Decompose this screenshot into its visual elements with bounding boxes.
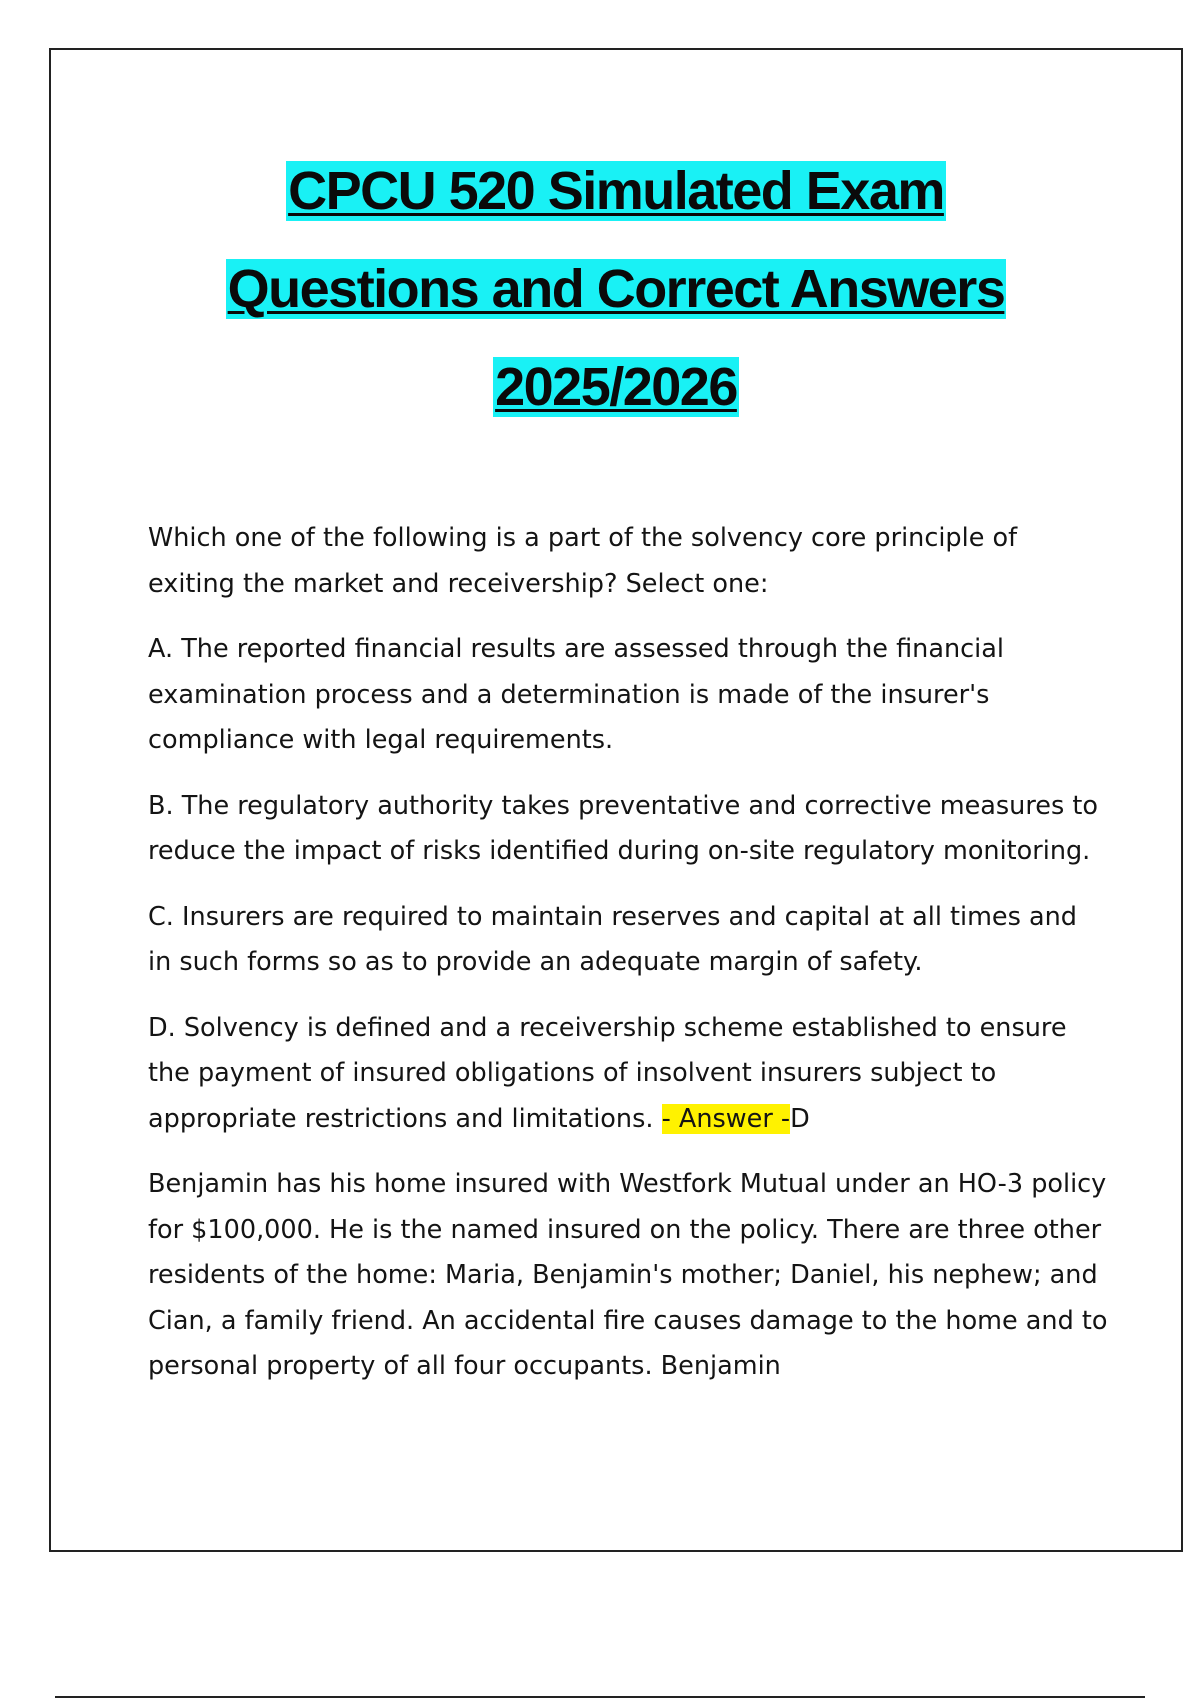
question-1-stem: Which one of the following is a part of the solvency core principle of exiting the market and receivership? Select one: [148, 523, 1018, 599]
page-frame [49, 48, 1183, 1552]
bottom-divider [55, 1696, 1145, 1698]
answer-value: D [790, 1103, 810, 1134]
question-1-option-b: B. The regulatory authority takes preventative and corrective measures to reduce the impact of risks identified during on-site regulatory monitoring. [148, 790, 1098, 866]
title-text-1: CPCU 520 Simulated Exam [288, 161, 944, 221]
question-1-option-d-paragraph [148, 1006, 1108, 1143]
question-2-stem: Benjamin has his home insured with Westfork Mutual under an HO-3 policy for $100,000. He is the named insured on the policy. There are three other residents of the home: Maria, Benjamin's mother; Daniel, his nephew; and Cian, a family friend. An accidental fire causes damage to the home and to personal property of all four occupants. Benjamin [148, 1169, 1108, 1381]
title-line-2 [51, 240, 1181, 338]
document-title [51, 142, 1181, 436]
question-1-option-a: A. The reported financial results are assessed through the financial examination process and a determination is made of the insurer's compliance with legal requirements. [148, 634, 1004, 755]
title-text-3: 2025/2026 [495, 357, 737, 417]
title-line-1 [51, 142, 1181, 240]
answer-label: - Answer - [661, 1103, 791, 1134]
title-text-2: Questions and Correct Answers [227, 259, 1005, 319]
title-line-3 [51, 338, 1181, 436]
question-1-option-c: C. Insurers are required to maintain reserves and capital at all times and in such forms so as to provide an adequate margin of safety. [148, 901, 1077, 977]
document-body [148, 516, 1108, 1410]
question-1-option-d: D. Solvency is defined and a receivership scheme established to ensure the payment of insured obligations of insolvent insurers subject to appropriate restrictions and limitations. [148, 1012, 1067, 1134]
